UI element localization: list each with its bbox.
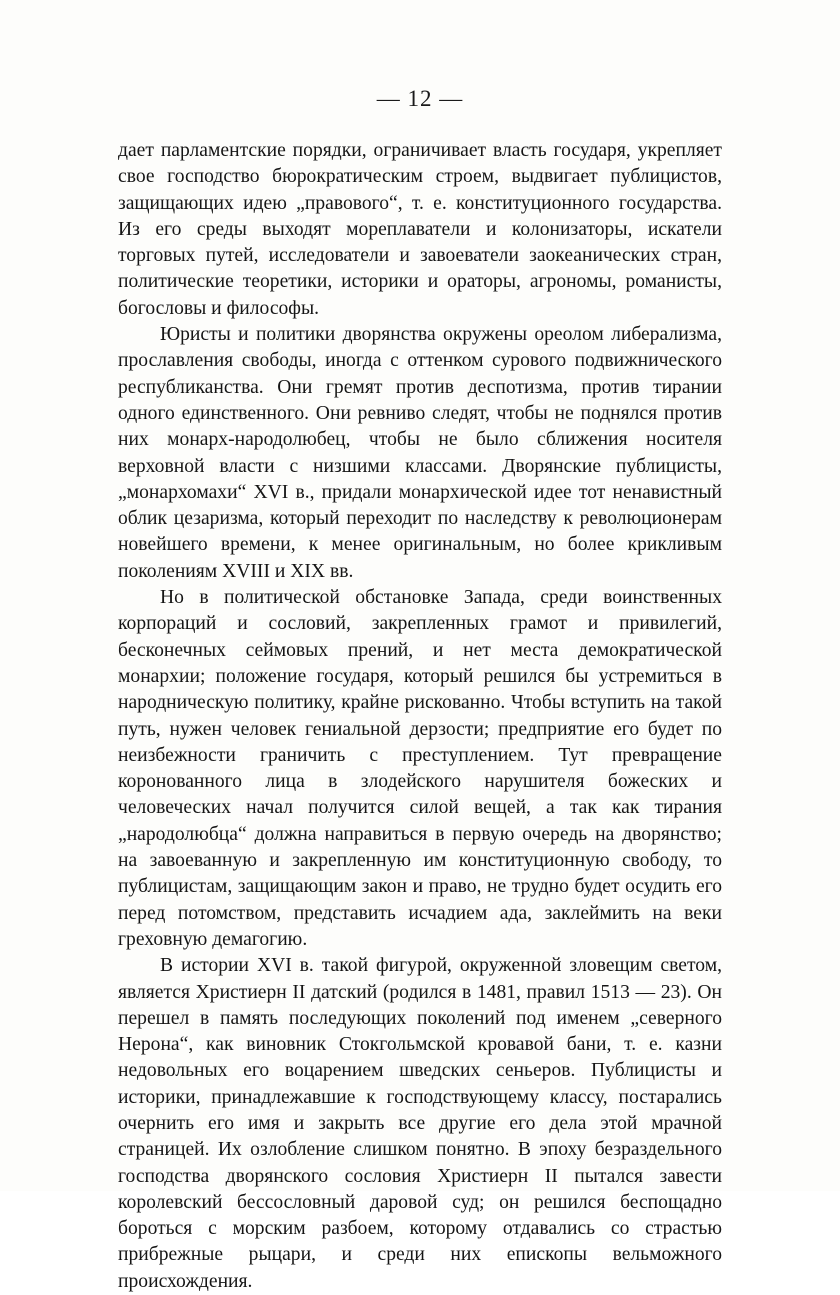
paragraph-2: Юристы и политики дворянства окружены ореолом либерализма, прославления свободы, иногда с оттенком сурового подвижнического республиканства. Они гремят против деспотизма, против тирании одного единственного. Они ревниво следят, чтобы не поднялся против них монарх-народолюбец, чтобы не было сближения носителя верховной власти с низшими классами. Дворянские публицисты, „монархомахи“ XVI в., придали монархической идее тот ненавистный облик цезаризма, который переходит по наследству к революционерам новейшего времени, к менее оригинальным, но более крикливым поколениям XVIII и XIX вв. xyxy=(118,324,722,582)
paragraph-3: Но в политической обстановке Запада, среди воинственных корпораций и сословий, закрепленных грамот и привилегий, бесконечных сеймовых прений, и нет места демократической монархии; положение государя, который решился бы устремиться в народническую политику, крайне рискованно. Чтобы вступить на такой путь, нужен человек гениальной дерзости; предприятие его будет по неизбежности граничить с преступлением. Тут превращение коронованного лица в злодейского нарушителя божеских и человеческих начал получится силой вещей, а так как тирания „народолюбца“ должна направиться в первую очередь на дворянство; на завоеванную и закрепленную им конституционную свободу, то публицистам, защищающим закон и право, не трудно будет осудить его перед потомством, представить исчадием ада, заклеймить на веки греховную демагогию. xyxy=(118,587,722,950)
body-text xyxy=(118,138,722,1295)
page-number: — 12 — xyxy=(376,86,464,111)
paragraph-1: дает парламентские порядки, ограничивает власть государя, укрепляет свое господство бюрократическим строем, выдвигает публицистов, защищающих идею „правового“, т. е. конституционного государства. Из его среды выходят мореплаватели и колонизаторы, искатели торговых путей, исследователи и завоеватели заокеанических стран, политические теоретики, историки и ораторы, агрономы, романисты, богословы и философы. xyxy=(118,140,722,319)
paragraph-4: В истории XVI в. такой фигурой, окруженной зловещим светом, является Христиерн II датский (родился в 1481, правил 1513 — 23). Он перешел в память последующих поколений под именем „северного Нерона“, как виновник Стокгольмской кровавой бани, т. е. казни недовольных его воцарением шведских сеньеров. Публицисты и историки, принадлежавшие к господствующему классу, постарались очернить его имя и закрыть все другие его дела этой мрачной страницей. Их озлобление слишком понятно. В эпоху безраздельного господства дворянского сословия Христиерн II пытался завести королевский бессословный даровой суд; он решился беспощадно бороться с морским разбоем, которому отдавались со страстью прибрежные рыцари, и среди них епископы вельможного происхождения. xyxy=(118,955,722,1292)
